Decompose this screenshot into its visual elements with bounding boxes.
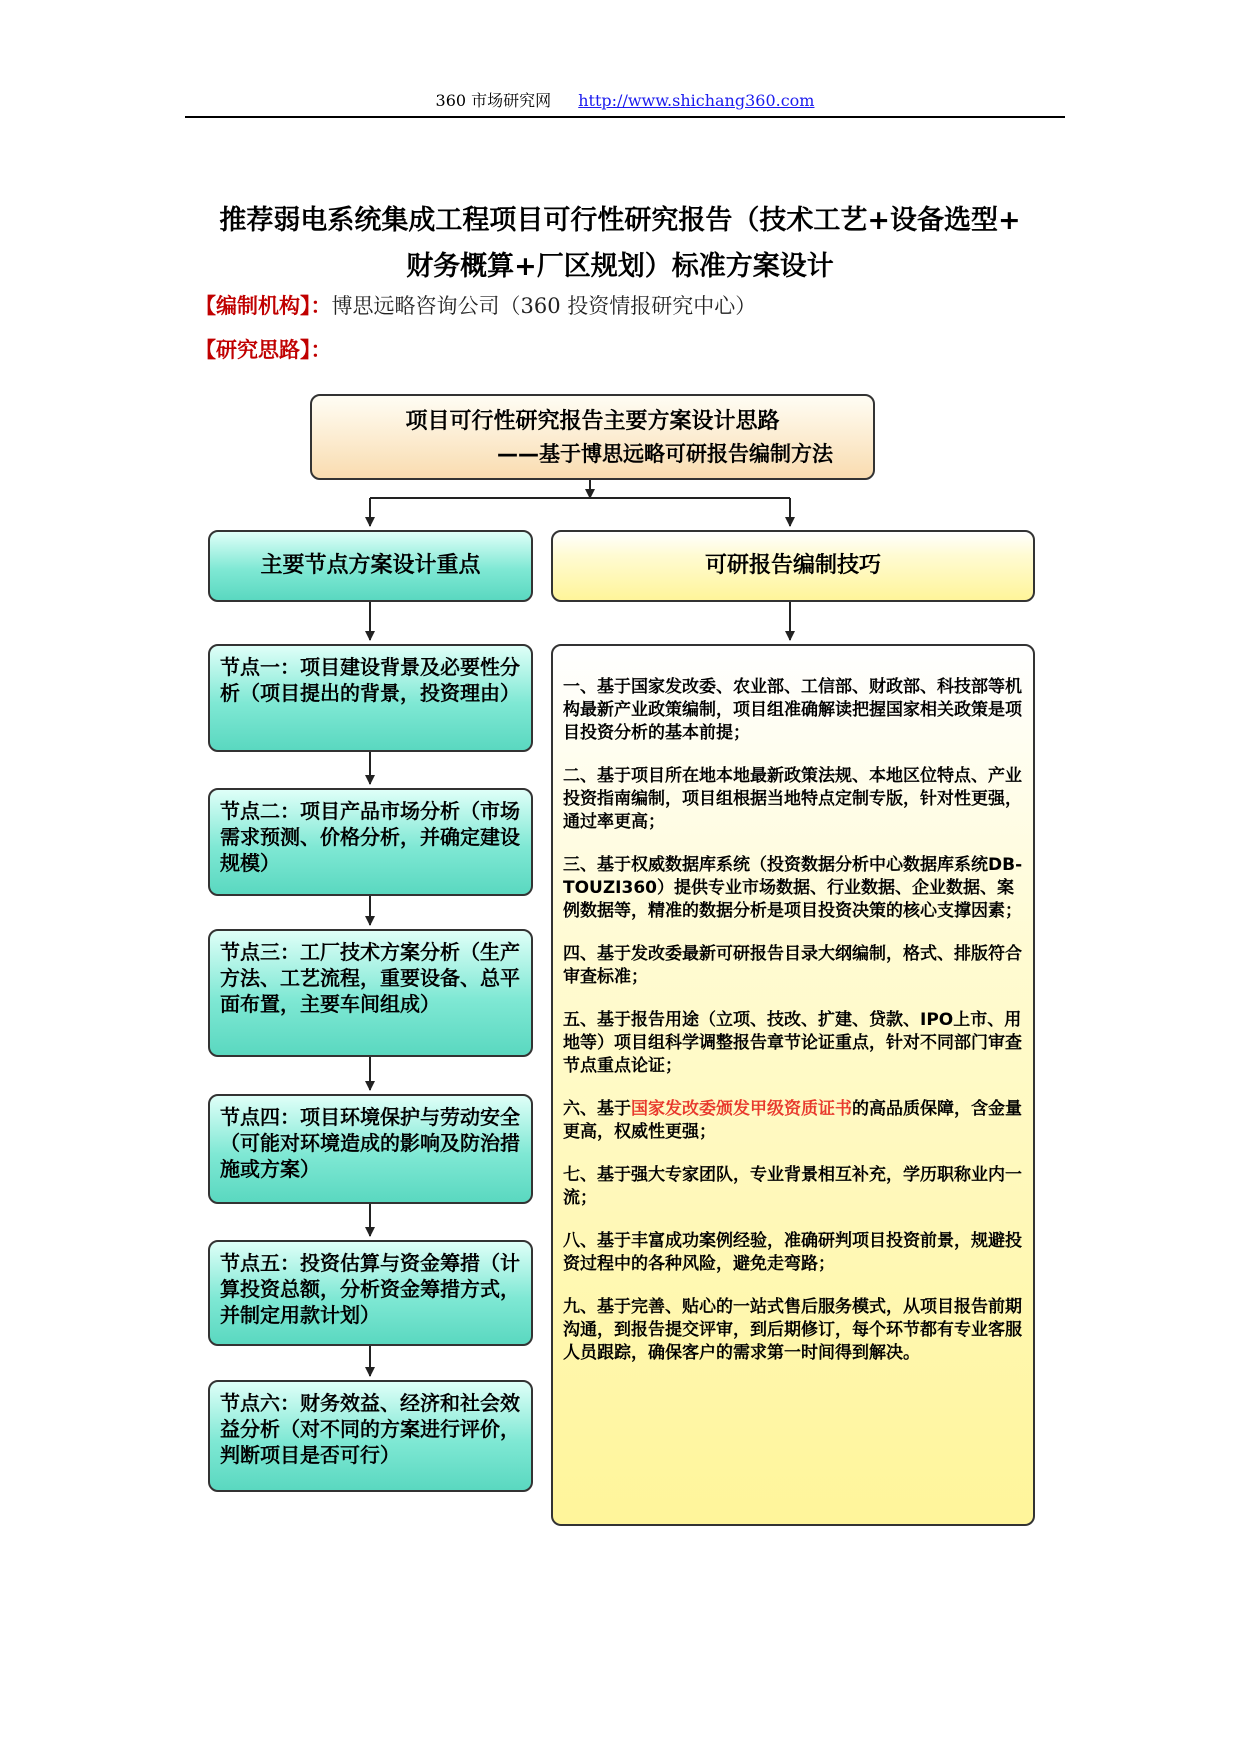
main-approach-line-2: ——基于博思远略可研报告编制方法 — [497, 442, 833, 466]
node-6-box: 节点六：财务效益、经济和社会效益分析（对不同的方案进行评价，判断项目是否可行） — [208, 1380, 533, 1492]
tip-item: 八、基于丰富成功案例经验，准确研判项目投资前景，规避投资过程中的各种风险，避免走弯路； — [563, 1231, 1022, 1274]
header-divider — [185, 116, 1065, 118]
tip-item: 三、基于权威数据库系统（投资数据分析中心数据库系统DB-TOUZI360）提供专业市场数据、行业数据、企业数据、案例数据等，精准的数据分析是项目投资决策的核心支撑因素； — [563, 855, 1023, 921]
idea-label: 【研究思路】： — [195, 338, 332, 362]
title-line-2: 财务概算+厂区规划）标准方案设计 — [406, 251, 834, 282]
node-1-box: 节点一：项目建设背景及必要性分析（项目提出的背景，投资理由） — [208, 644, 533, 752]
tip-item: 一、基于国家发改委、农业部、工信部、财政部、科技部等机构最新产业政策编制，项目组准确解读把握国家相关政策是项目投资分析的基本前提； — [563, 677, 1022, 743]
main-approach-box — [310, 394, 875, 480]
tip-item: 二、基于项目所在地本地最新政策法规、本地区位特点、产业投资指南编制，项目组根据当地特点定制专版，针对性更强，通过率更高； — [563, 766, 1022, 832]
document-title — [150, 198, 1090, 290]
tip-6-prefix: 六、基于 — [563, 1099, 631, 1119]
tip-item: 四、基于发改委最新可研报告目录大纲编制，格式、排版符合审查标准； — [563, 944, 1022, 987]
tip-item: 九、基于完善、贴心的一站式售后服务模式，从项目报告前期沟通，到报告提交评审，到后期修订，每个环节都有专业客服人员跟踪，确保客户的需求第一时间得到解决。 — [563, 1297, 1022, 1363]
main-approach-line-1: 项目可行性研究报告主要方案设计思路 — [405, 409, 780, 434]
flow-diagram — [195, 380, 1040, 1540]
node-3-box: 节点三：工厂技术方案分析（生产方法、工艺流程，重要设备、总平面布置，主要车间组成） — [208, 929, 533, 1057]
page-header — [185, 88, 1065, 116]
tip-item: 五、基于报告用途（立项、技改、扩建、贷款、IPO上市、用地等）项目组科学调整报告章节论证重点，针对不同部门审查节点重点论证； — [563, 1010, 1022, 1076]
research-idea — [195, 334, 332, 364]
tip-6-suffix: 的高品质保障，含金量更高，权威性更强； — [563, 1099, 1022, 1142]
title-line-1: 推荐弱电系统集成工程项目可行性研究报告（技术工艺+设备选型+ — [219, 205, 1021, 236]
site-name: 360 市场研究网 — [435, 91, 552, 110]
org-value: 博思远略咨询公司（360 投资情报研究中心） — [331, 294, 757, 318]
node-4-box: 节点四：项目环境保护与劳动安全（可能对环境造成的影响及防治措施或方案） — [208, 1094, 533, 1204]
site-url-link[interactable]: http://www.shichang360.com — [578, 91, 815, 110]
node-2-box: 节点二：项目产品市场分析（市场需求预测、价格分析，并确定建设规模） — [208, 788, 533, 896]
node-5-box: 节点五：投资估算与资金筹措（计算投资总额，分析资金筹措方式，并制定用款计划） — [208, 1240, 533, 1346]
tip-item: 七、基于强大专家团队，专业背景相互补充，学历职称业内一流； — [563, 1165, 1022, 1208]
key-nodes-header: 主要节点方案设计重点 — [208, 530, 533, 602]
qualification-highlight: 国家发改委颁发甲级资质证书 — [631, 1099, 852, 1119]
writing-tips-box — [551, 644, 1035, 1526]
tip-item-6 — [563, 1098, 1023, 1144]
compiling-org — [195, 290, 756, 320]
writing-tips-header: 可研报告编制技巧 — [551, 530, 1035, 602]
org-label: 【编制机构】： — [195, 294, 332, 318]
